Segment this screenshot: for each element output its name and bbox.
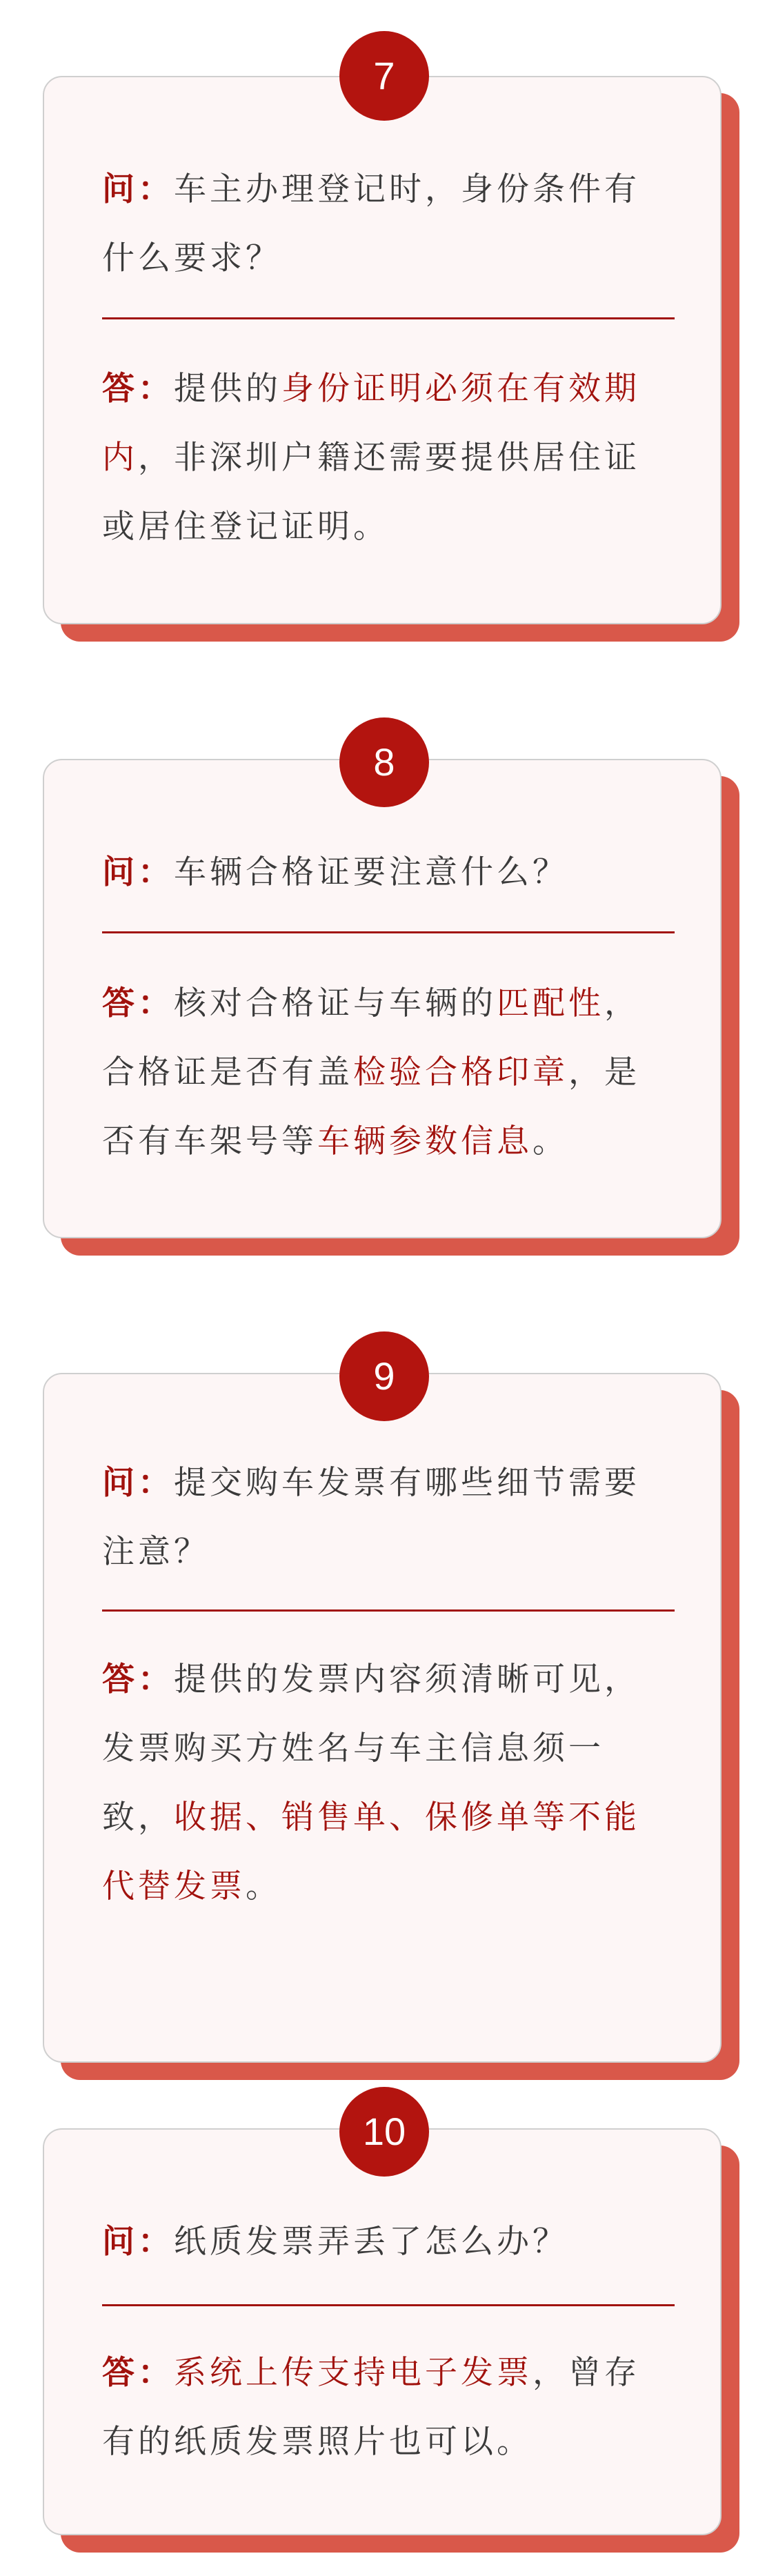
answer-highlight: 收据、销售单、保修单等不能代替发票 [102,1799,640,1905]
question-body: 车主办理登记时，身份条件有什么要求？ [102,170,640,277]
question-label: 问： [102,853,174,891]
answer-label: 答： [102,984,174,1022]
answer-text [102,969,675,1176]
question-text [102,2208,675,2277]
question-label: 问： [102,1464,174,1502]
answer-text [102,355,675,562]
question-text [102,838,675,907]
question-text [102,1449,675,1587]
divider [102,1609,675,1612]
answer-highlight: 系统上传支持电子发票 [174,2354,533,2392]
answer-seg: ，合格证是否有盖 [102,984,640,1091]
answer-text [102,2339,675,2477]
qa-card-8 [0,717,776,1283]
answer-seg: 提供的 [174,370,281,408]
card-number-badge: 9 [339,1331,429,1421]
card-number-badge: 7 [339,31,429,121]
answer-seg: 。 [246,1867,281,1905]
answer-label: 答： [102,2354,174,2392]
question-text [102,155,675,293]
answer-highlight: 检验合格印章 [353,1053,568,1091]
answer-seg: 提供的发票内容须清晰可见，发票购买方姓名与车主信息须一致， [102,1661,640,1836]
qa-card-7 [0,0,776,662]
answer-text [102,1645,675,1921]
question-body: 纸质发票弄丢了怎么办？ [174,2223,568,2261]
card-number-badge: 8 [339,717,429,807]
answer-seg: 。 [533,1122,568,1160]
qa-card-9 [0,1331,776,2021]
question-body: 车辆合格证要注意什么？ [174,853,568,891]
answer-label: 答： [102,370,174,408]
answer-label: 答： [102,1661,174,1698]
question-label: 问： [102,2223,174,2261]
divider [102,931,675,933]
question-label: 问： [102,170,174,208]
answer-highlight: 身份证明必须在有效期内 [102,370,640,477]
divider [102,317,675,319]
answer-seg: ，非深圳户籍还需要提供居住证或居住登记证明。 [102,439,640,546]
question-body: 提交购车发票有哪些细节需要注意？ [102,1464,640,1571]
answer-seg: ，是否有车架号等 [102,1053,640,1160]
qa-card-10 [0,2087,776,2576]
answer-highlight: 车辆参数信息 [317,1122,533,1160]
card-number-badge: 10 [339,2087,429,2177]
divider [102,2304,675,2306]
answer-seg: 核对合格证与车辆的 [174,984,497,1022]
answer-highlight: 匹配性 [497,984,604,1022]
answer-seg: ，曾存有的纸质发票照片也可以。 [102,2354,640,2461]
